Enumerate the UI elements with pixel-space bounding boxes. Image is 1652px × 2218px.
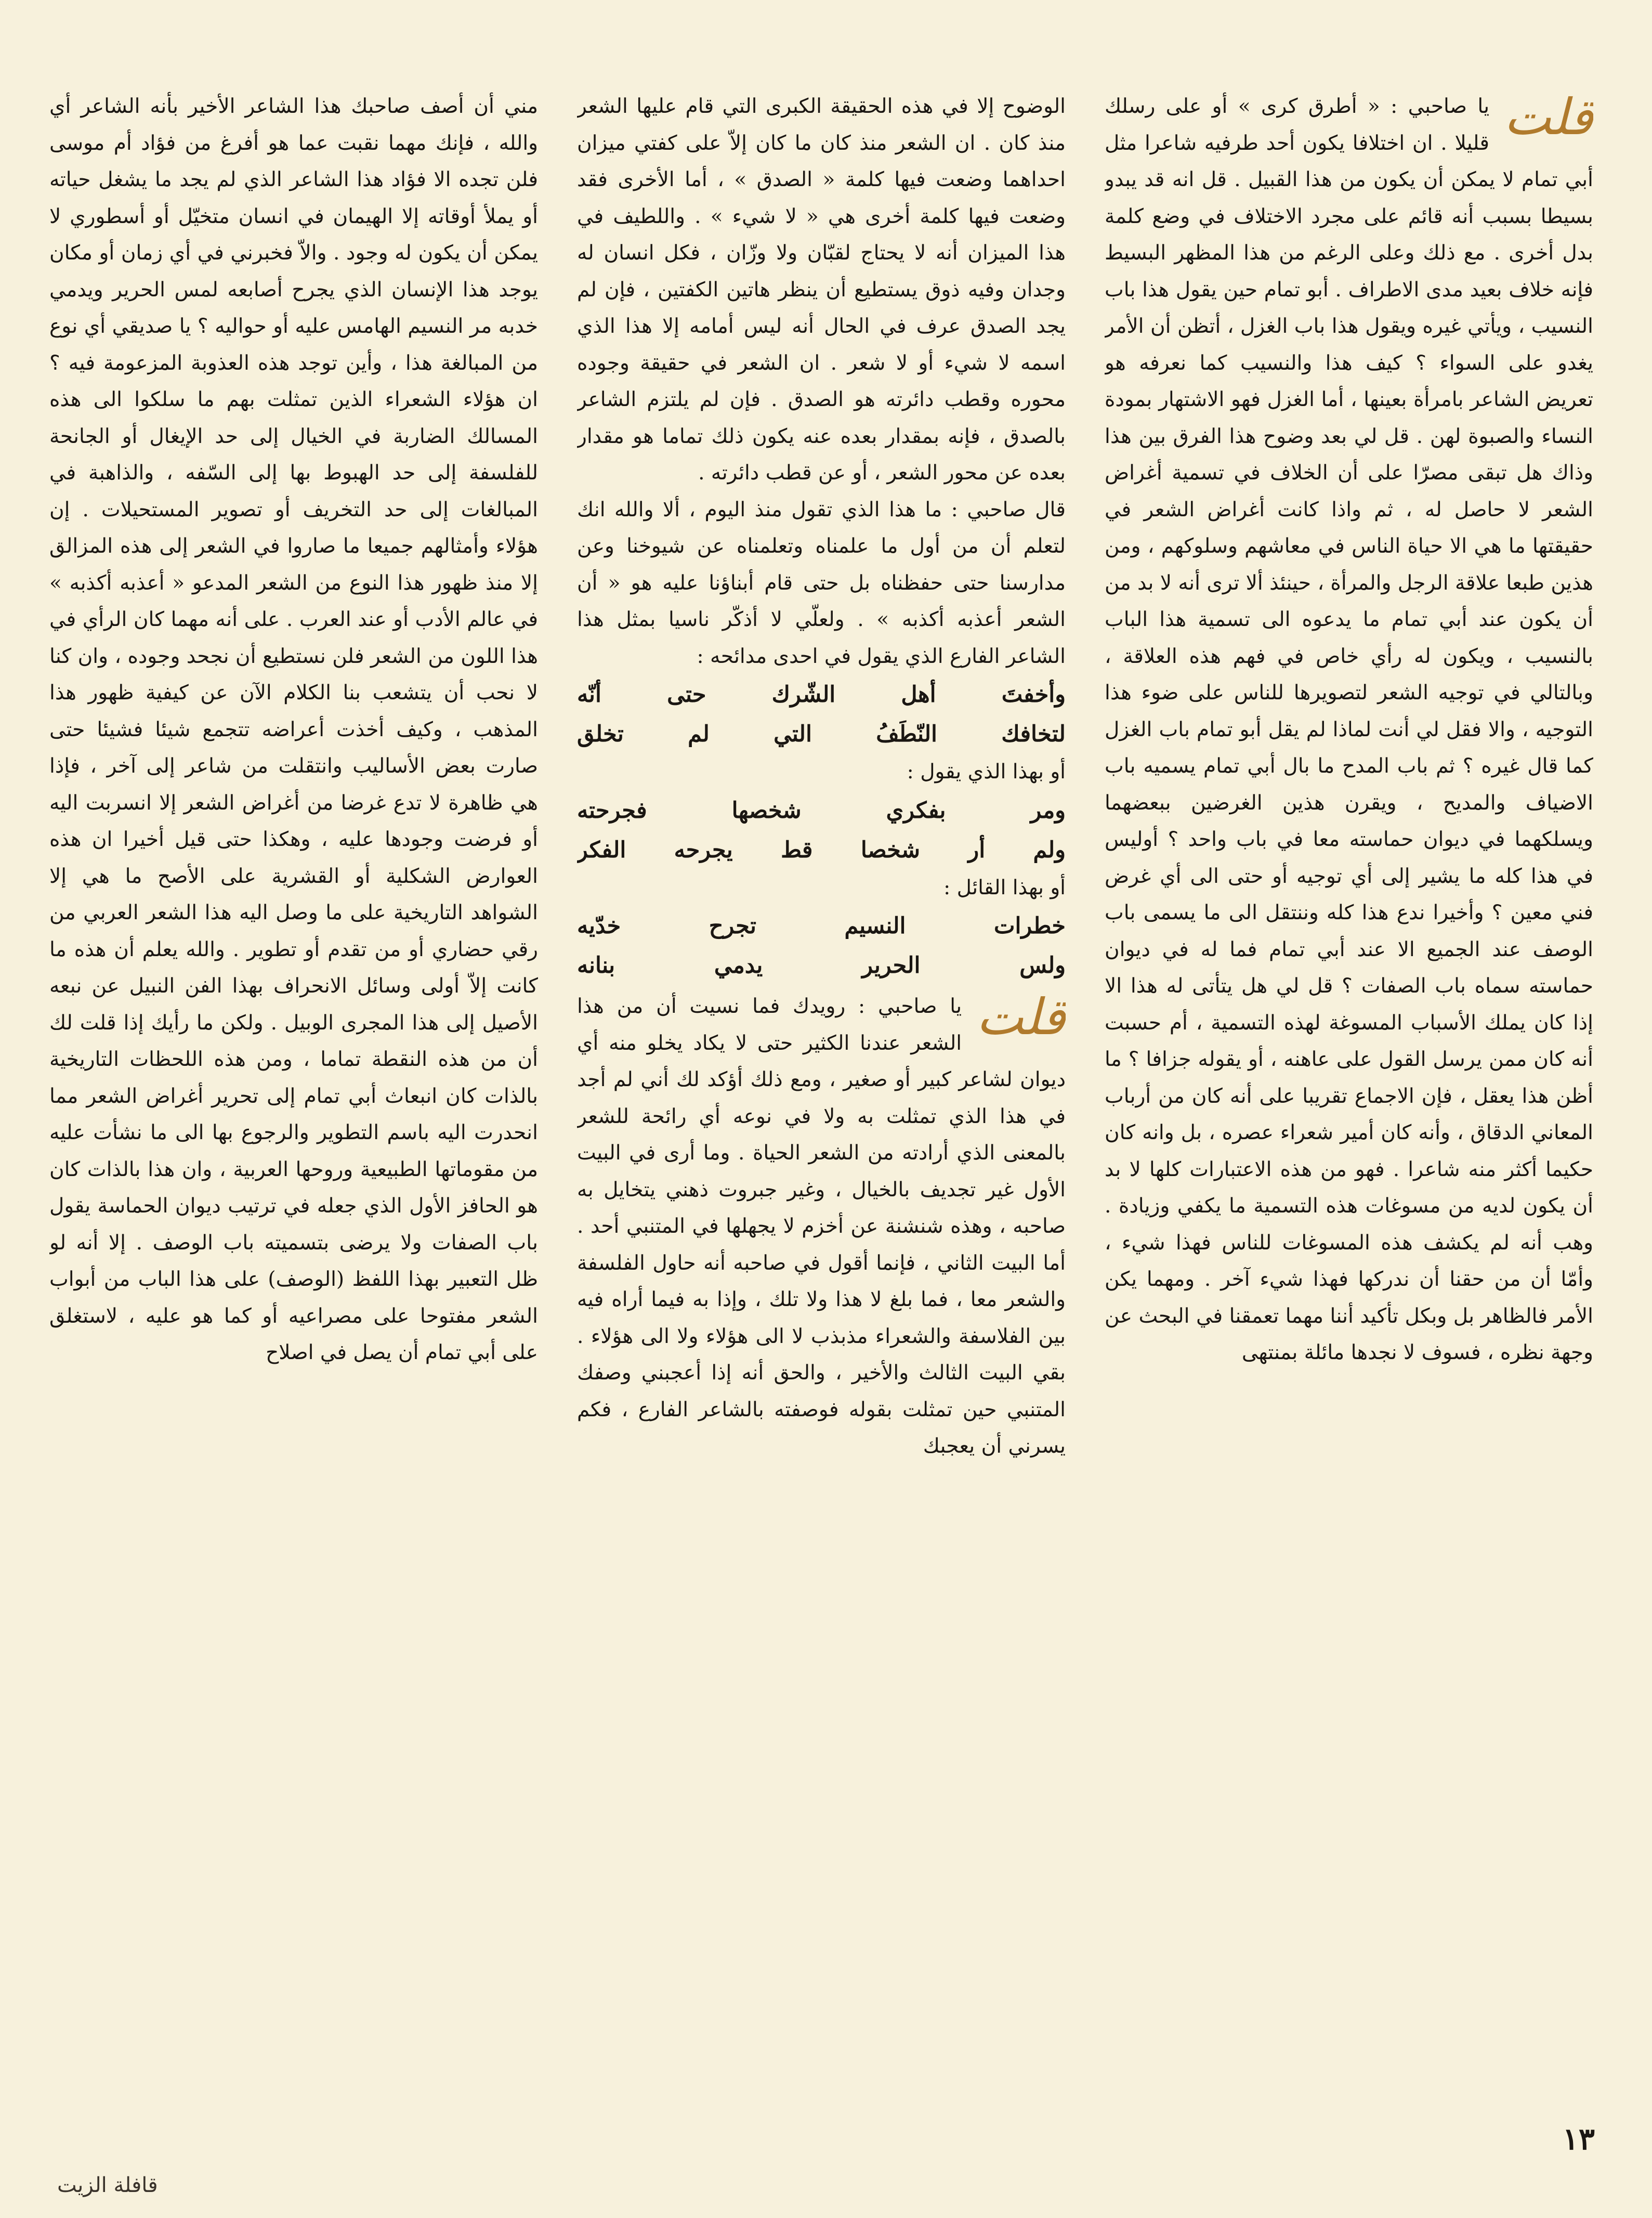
verse-line: وأخفتَ أهل الشّرك حتى أنّه: [577, 682, 1066, 708]
paragraph: أو بهذا الذي يقول :: [907, 760, 1066, 784]
article-column-right: [1105, 88, 1593, 2116]
page-number: ١٣: [1562, 2121, 1595, 2157]
verse-line: ومر بفكري شخصها فجرحته: [577, 797, 1066, 824]
footer-magazine-title: قافلة الزيت: [57, 2173, 158, 2197]
paragraph: مني أن أصف صاحبك هذا الشاعر الأخير بأنه الشاعر أي والله ، فإنك مهما نقبت عما هو أفرغ من فؤاد أم موسى فلن تجده الا فؤاد هذا الشاعر الذي لم يجد ما يشغل حياته أو يملأ أوقاته إلا الهيمان في انسان متخيّل أو أسطوري لا يمكن أن يكون له وجود . والاّ فخبرني في أي زمان أو مكان يوجد هذا الإنسان الذي يجرح أصابعه لمس الحرير ويدمي خدبه مر النسيم الهامس عليه أو حواليه ؟ يا صديقي أي نوع من المبالغة هذا ، وأين توجد هذه العذوبة المزعومة فيه ؟ ان هؤلاء الشعراء الذين تمثلت بهم ما سلكوا الى هذه المسالك الضاربة في الخيال إلى حد الإيغال أو الجانحة للفلسفة إلى حد الهبوط بها إلى السّفه ، والذاهبة في المبالغات إلى حد التخريف أو تصوير المستحيلات . إن هؤلاء وأمثالهم جميعا ما صاروا في الشعر إلى هذه المزالق إلا منذ ظهور هذا النوع من الشعر المدعو « أعذبه أكذبه » في عالم الأدب أو عند العرب . على أنه مهما كان الرأي في هذا اللون من الشعر فلن نستطيع أن نجحد وجوده ، وان كنا لا نحب أن يتشعب بنا الكلام الآن عن كيفية ظهور هذا المذهب ، وكيف أخذت أعراضه تتجمع شيئا فشيئا حتى صارت بعض الأساليب وانتقلت من شاعر إلى آخر ، فإذا هي ظاهرة لا تدع غرضا من أغراض الشعر إلا انسربت اليه أو فرضت وجودها عليه ، وهكذا حتى قيل أخيرا ان هذه العوارض الشكلية أو القشرية على الأصح ما هي إلا الشواهد التاريخية على ما وصل اليه هذا الشعر العربي من رقي حضاري أو من تقدم أو تطوير . والله يعلم أن هذه ما كانت إلاّ أولى وسائل الانحراف بهذا الفن النبيل عن نبعه الأصيل إلى هذا المجرى الوبيل . ولكن ما رأيك إذا قلت لك أن من هذه النقطة تماما ، ومن هذه اللحظات التاريخية بالذات كان انبعاث أبي تمام إلى تحرير أغراض الشعر مما انحدرت اليه باسم التطوير والرجوع بها الى ما نشأت عليه من مقوماتها الطبيعية وروحها العربية ، وان هذا بالذات كان هو الحافز الأول الذي جعله في ترتيب ديوان الحماسة يقول باب الصفات ولا يرضى بتسميته باب الوصف . إلا أنه لو ظل التعبير بهذا اللفظ (الوصف) على هذا الباب من أبواب الشعر مفتوحا على مصراعيه أو كما هو عليه ، لاستغلق على أبي تمام أن يصل في اصلاح: [49, 95, 538, 1364]
verse-line: ولس الحرير يدمي بنانه: [577, 953, 1066, 978]
paragraph: قال صاحبي : ما هذا الذي تقول منذ اليوم ، ألا والله انك لتعلم أن من أول ما علمناه وتعلمناه عن شيوخنا وعن مدارسنا حتى حفظناه بل حتى قام أبناؤنا عليه هو « أن الشعر أعذبه أكذبه » . ولعلّي لا أذكّر ناسيا بمثل هذا الشاعر الفارع الذي يقول في احدى مدائحه :: [577, 498, 1066, 668]
article-column-left: [49, 88, 538, 2116]
paragraph: يا صاحبي : رويدك فما نسيت أن من هذا الشعر عندنا الكثير حتى لا يكاد يخلو منه أي ديوان لشاعر كبير أو صغير ، ومع ذلك أؤكد لك أني لم أجد في هذا الذي تمثلت به ولا في نوعه أي رائحة للشعر بالمعنى الذي أرادته من الشعر الحياة . وما أرى في البيت الأول غير تجديف بالخيال ، وغير جبروت ذهني يتخايل به صاحبه ، وهذه شنشنة عن أخزم لا يجهلها في المتنبي أحد . أما البيت الثاني ، فإنما أقول في صاحبه أنه حاول الفلسفة والشعر معا ، فما بلغ لا هذا ولا تلك ، وإذا به فيما أراه فيه بين الفلاسفة والشعراء مذبذب لا الى هؤلاء ولا الى هؤلاء . بقي البيت الثالث والأخير ، والحق أنه إذا أعجبني وصفك المتنبي حين تمثلت بقوله فوصفته بالشاعر الفارع ، فكم يسرني أن يعجبك: [577, 995, 1066, 1458]
paragraph: أو بهذا القائل :: [943, 876, 1066, 899]
article-column-middle: [577, 88, 1066, 2116]
verse-line: ولم أر شخصا قط يجرحه الفكر: [577, 837, 1066, 863]
paragraph: يا صاحبي : « أطرق كرى » أو على رسلك قليلا . ان اختلافا يكون أحد طرفيه شاعرا مثل أبي تمام لا يمكن أن يكون من هذا القبيل . قل انه قد يبدو بسيطا بسبب أنه قائم على مجرد الاختلاف في وضع كلمة بدل أخرى . مع ذلك وعلى الرغم من هذا المظهر البسيط فإنه خلاف بعيد مدى الاطراف . أبو تمام حين يقول هذا باب النسيب ، ويأتي غيره ويقول هذا باب الغزل ، أتظن أن الأمر يغدو على السواء ؟ كيف هذا والنسيب كما نعرفه هو تعريض الشاعر بامرأة بعينها ، أما الغزل فهو الاشتهار بمودة النساء والصبوة لهن . قل لي بعد وضوح هذا الفرق بين هذا وذاك هل تبقى مصرّا على أن الخلاف في تسمية أغراض الشعر لا حاصل له ، ثم واذا كانت أغراض الشعر في حقيقتها ما هي الا حياة الناس في معاشهم وسلوكهم ، ومن هذين طبعا علاقة الرجل والمرأة ، حينئذ ألا ترى أنه لا بد من أن يكون عند أبي تمام ما يدعوه الى تسمية هذا الباب بالنسيب ، ويكون له رأي خاص في فهم هذه العلاقة ، وبالتالي في توجيه الشعر لتصويرها للناس على ضوء هذا التوجيه ، والا فقل لي أنت لماذا لم يقل أبو تمام باب الغزل كما قال غيره ؟ ثم باب المدح ما بال أبي تمام يسميه باب الاضياف والمديح ، ويقرن هذين الغرضين ببعضهما ويسلكهما في ديوان حماسته معا في باب واحد ؟ أوليس في هذا كله ما يشير إلى أي توجيه أو حتى الى أي غرض فني معين ؟ وأخيرا ندع هذا كله وننتقل الى ما يسمى باب الوصف عند الجميع الا عند أبي تمام فما له في ديوان حماسته سماه باب الصفات ؟ قل لي هل يتأتى له هذا الا إذا كان يملك الأسباب المسوغة لهذه التسمية ، أم حسبت أنه كان ممن يرسل القول على عاهنه ، أو يقوله جزافا ؟ ما أظن هذا يعقل ، فإن الاجماع تقريبا على أنه كان من أرباب المعاني الدقاق ، وأنه كان أمير شعراء عصره ، بل وانه كان حكيما أكثر منه شاعرا . فهو من هذه الاعتبارات كلها لا بد أن يكون لديه من مسوغات هذه التسمية ما يكفي وزيادة . وهب أنه لم يكشف هذه المسوغات للناس فهذا شيء ، وأمّا أن من حقنا أن ندركها فهذا شيء آخر . ومهما يكن الأمر فالظاهر بل وبكل تأكيد أننا مهما تعمقنا في البحث عن وجهة نظره ، فسوف لا نجدها مائلة بمنتهى: [1105, 95, 1593, 1364]
verse-line: خطرات النسيم تجرح خدّيه: [577, 913, 1066, 939]
qult-heading-logo: قلت: [976, 988, 1066, 1046]
qult-heading-logo: قلت: [1504, 88, 1593, 146]
verse-line: لتخافك النّطَفُ التي لم تخلق: [577, 721, 1066, 747]
paragraph: الوضوح إلا في هذه الحقيقة الكبرى التي قام عليها الشعر منذ كان . ان الشعر منذ كان ما كان إلاّ على كفتي ميزان احداهما وضعت فيها كلمة « الصدق » ، أما الأخرى فقد وضعت فيها كلمة أخرى هي « لا شيء » . واللطيف في هذا الميزان أنه لا يحتاج لقبّان ولا وزّان ، فكل انسان له وجدان وفيه ذوق يستطيع أن ينظر هاتين الكفتين ، فإن لم يجد الصدق عرف في الحال أنه ليس أمامه إلا هذا الذي اسمه لا شيء أو لا شعر . ان الشعر في حقيقة وجوده محوره وقطب دائرته هو الصدق . فإن لم يلتزم الشاعر بالصدق ، فإنه بمقدار بعده عنه يكون ذلك تماما هو مقدار بعده عن محور الشعر ، أو عن قطب دائرته .: [577, 95, 1066, 485]
